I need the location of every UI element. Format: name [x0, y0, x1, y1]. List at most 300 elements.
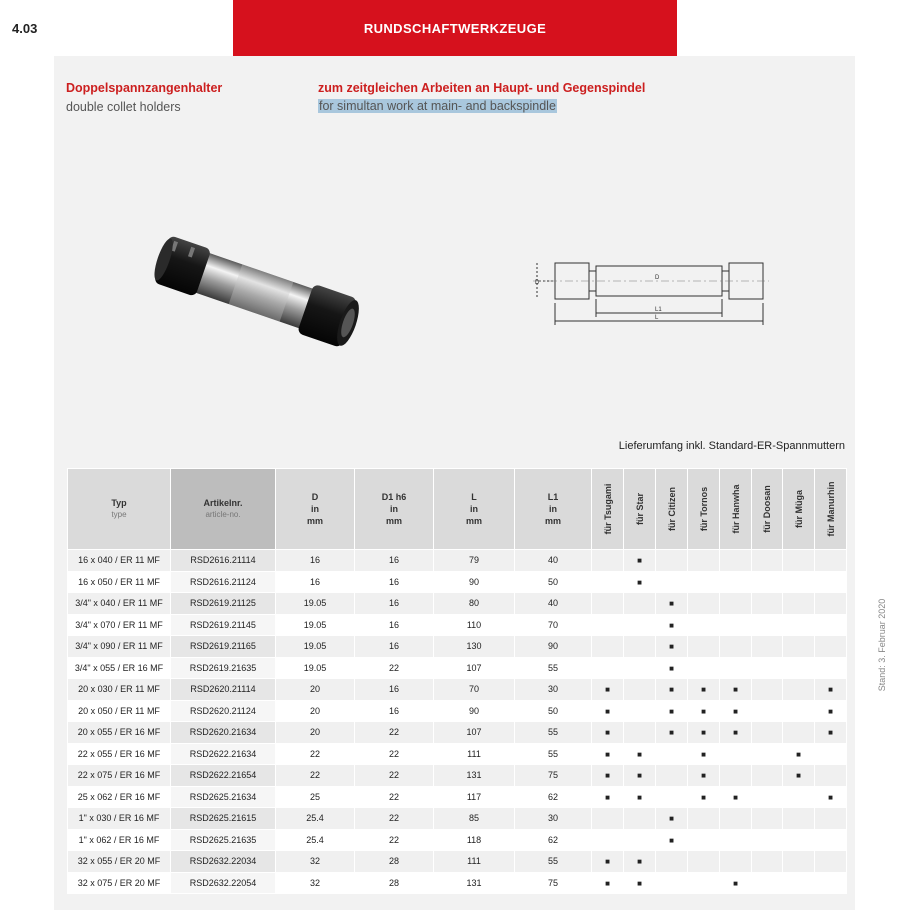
cell-d1: 22 — [355, 765, 434, 787]
cell-machine-compat — [752, 593, 783, 615]
cell-machine-compat — [624, 722, 656, 744]
cell-machine-compat — [720, 700, 752, 722]
col-star: für Star — [624, 469, 656, 550]
cell-machine-compat — [656, 722, 688, 744]
table-row — [68, 786, 847, 808]
cell-l1: 55 — [515, 743, 592, 765]
cell-article: RSD2625.21615 — [171, 808, 276, 830]
spec-table-body — [68, 550, 847, 894]
cell-article: RSD2619.21635 — [171, 657, 276, 679]
cell-d: 20 — [276, 679, 355, 701]
cell-machine-compat — [752, 786, 783, 808]
cell-l: 85 — [434, 808, 515, 830]
cell-machine-compat — [783, 679, 815, 701]
cell-machine-compat — [688, 636, 720, 658]
cell-machine-compat — [656, 571, 688, 593]
compat-mark-icon: ■ — [669, 728, 674, 738]
cell-l: 70 — [434, 679, 515, 701]
cell-type: 25 x 062 / ER 16 MF — [68, 786, 171, 808]
cell-machine-compat — [656, 657, 688, 679]
col-d: D in mm — [276, 469, 355, 550]
cell-machine-compat — [720, 657, 752, 679]
cell-type: 22 x 075 / ER 16 MF — [68, 765, 171, 787]
cell-machine-compat — [720, 571, 752, 593]
cell-machine-compat — [815, 722, 847, 744]
cell-d: 25 — [276, 786, 355, 808]
cell-machine-compat — [592, 808, 624, 830]
cell-article: RSD2622.21654 — [171, 765, 276, 787]
cell-machine-compat — [688, 571, 720, 593]
compat-mark-icon: ■ — [701, 706, 706, 716]
cell-type: 20 x 055 / ER 16 MF — [68, 722, 171, 744]
cell-machine-compat — [688, 679, 720, 701]
cell-article: RSD2632.22034 — [171, 851, 276, 873]
cell-article: RSD2620.21634 — [171, 722, 276, 744]
cell-machine-compat — [752, 808, 783, 830]
cell-type: 20 x 050 / ER 11 MF — [68, 700, 171, 722]
cell-machine-compat — [624, 808, 656, 830]
col-hanwha: für Hanwha — [720, 469, 752, 550]
compat-mark-icon: ■ — [669, 814, 674, 824]
cell-machine-compat — [688, 550, 720, 572]
cell-article: RSD2616.21124 — [171, 571, 276, 593]
table-row — [68, 808, 847, 830]
compat-mark-icon: ■ — [605, 792, 610, 802]
table-header-row — [68, 469, 847, 550]
compat-mark-icon: ■ — [605, 706, 610, 716]
col-tornos: für Tornos — [688, 469, 720, 550]
cell-machine-compat — [688, 786, 720, 808]
cell-d1: 16 — [355, 571, 434, 593]
compat-mark-icon: ■ — [733, 792, 738, 802]
cell-machine-compat — [815, 829, 847, 851]
cell-machine-compat — [783, 722, 815, 744]
cell-machine-compat — [720, 722, 752, 744]
cell-d1: 28 — [355, 872, 434, 894]
cell-machine-compat — [624, 593, 656, 615]
cell-machine-compat — [720, 550, 752, 572]
cell-machine-compat — [815, 872, 847, 894]
cell-l: 117 — [434, 786, 515, 808]
cell-machine-compat — [752, 851, 783, 873]
cell-d: 16 — [276, 550, 355, 572]
table-row — [68, 679, 847, 701]
cell-l1: 50 — [515, 571, 592, 593]
table-row — [68, 636, 847, 658]
cell-machine-compat — [592, 657, 624, 679]
cell-machine-compat — [592, 829, 624, 851]
cell-l1: 30 — [515, 808, 592, 830]
compat-mark-icon: ■ — [605, 749, 610, 759]
cell-machine-compat — [688, 829, 720, 851]
table-row — [68, 657, 847, 679]
cell-machine-compat — [720, 679, 752, 701]
cell-machine-compat — [720, 786, 752, 808]
cell-d: 19.05 — [276, 636, 355, 658]
cell-machine-compat — [752, 722, 783, 744]
table-row — [68, 571, 847, 593]
compat-mark-icon: ■ — [669, 663, 674, 673]
cell-l1: 30 — [515, 679, 592, 701]
cell-machine-compat — [752, 700, 783, 722]
compat-mark-icon: ■ — [637, 792, 642, 802]
cell-type: 3/4" x 055 / ER 16 MF — [68, 657, 171, 679]
cell-l1: 55 — [515, 851, 592, 873]
cell-machine-compat — [815, 571, 847, 593]
cell-machine-compat — [688, 614, 720, 636]
cell-machine-compat — [592, 851, 624, 873]
section-number: 4.03 — [12, 21, 38, 36]
col-doosan: für Doosan — [752, 469, 783, 550]
cell-machine-compat — [688, 808, 720, 830]
cell-l: 90 — [434, 700, 515, 722]
compat-mark-icon: ■ — [605, 685, 610, 695]
cell-machine-compat — [815, 808, 847, 830]
cell-machine-compat — [783, 829, 815, 851]
cell-machine-compat — [783, 657, 815, 679]
cell-machine-compat — [752, 550, 783, 572]
cell-d: 19.05 — [276, 614, 355, 636]
cell-d: 32 — [276, 851, 355, 873]
cell-machine-compat — [783, 765, 815, 787]
compat-mark-icon: ■ — [637, 857, 642, 867]
cell-machine-compat — [688, 765, 720, 787]
section-header — [233, 0, 677, 56]
cell-article: RSD2632.22054 — [171, 872, 276, 894]
table-row — [68, 872, 847, 894]
cell-d1: 22 — [355, 808, 434, 830]
cell-type: 16 x 050 / ER 11 MF — [68, 571, 171, 593]
cell-article: RSD2620.21114 — [171, 679, 276, 701]
table-row — [68, 765, 847, 787]
compat-mark-icon: ■ — [701, 792, 706, 802]
cell-d1: 16 — [355, 550, 434, 572]
cell-machine-compat — [656, 593, 688, 615]
cell-machine-compat — [783, 593, 815, 615]
cell-machine-compat — [656, 743, 688, 765]
compat-mark-icon: ■ — [637, 556, 642, 566]
table-row — [68, 722, 847, 744]
cell-machine-compat — [783, 786, 815, 808]
cell-machine-compat — [783, 743, 815, 765]
drawing-label-l1: L1 — [655, 307, 662, 313]
compat-mark-icon: ■ — [828, 706, 833, 716]
cell-d: 25.4 — [276, 808, 355, 830]
cell-machine-compat — [783, 808, 815, 830]
cell-d1: 16 — [355, 636, 434, 658]
compat-mark-icon: ■ — [605, 771, 610, 781]
compat-mark-icon: ■ — [733, 685, 738, 695]
cell-machine-compat — [592, 872, 624, 894]
cell-d1: 22 — [355, 829, 434, 851]
cell-d1: 22 — [355, 722, 434, 744]
cell-l: 130 — [434, 636, 515, 658]
cell-machine-compat — [688, 593, 720, 615]
compat-mark-icon: ■ — [637, 577, 642, 587]
cell-l: 131 — [434, 872, 515, 894]
cell-machine-compat — [720, 829, 752, 851]
product-title-de: Doppelspannzangenhalter — [66, 81, 223, 95]
compat-mark-icon: ■ — [605, 728, 610, 738]
col-article: Artikelnr. article-no. — [171, 469, 276, 550]
cell-machine-compat — [815, 679, 847, 701]
product-title-en: double collet holders — [66, 100, 181, 114]
cell-machine-compat — [624, 679, 656, 701]
cell-machine-compat — [592, 700, 624, 722]
table-row — [68, 829, 847, 851]
cell-d1: 22 — [355, 657, 434, 679]
drawing-label-l: L — [655, 315, 659, 321]
cell-machine-compat — [815, 550, 847, 572]
date-stamp — [872, 595, 892, 695]
cell-l: 131 — [434, 765, 515, 787]
table-row — [68, 743, 847, 765]
compat-mark-icon: ■ — [669, 685, 674, 695]
compat-mark-icon: ■ — [701, 771, 706, 781]
cell-article: RSD2619.21125 — [171, 593, 276, 615]
cell-machine-compat — [592, 722, 624, 744]
table-row — [68, 851, 847, 873]
cell-type: 32 x 055 / ER 20 MF — [68, 851, 171, 873]
cell-machine-compat — [592, 765, 624, 787]
cell-machine-compat — [624, 872, 656, 894]
cell-machine-compat — [624, 743, 656, 765]
cell-machine-compat — [688, 657, 720, 679]
cell-machine-compat — [752, 743, 783, 765]
compat-mark-icon: ■ — [733, 728, 738, 738]
cell-d1: 16 — [355, 593, 434, 615]
table-row — [68, 550, 847, 572]
cell-l1: 90 — [515, 636, 592, 658]
cell-machine-compat — [815, 765, 847, 787]
cell-d: 19.05 — [276, 657, 355, 679]
compat-mark-icon: ■ — [637, 878, 642, 888]
cell-l: 111 — [434, 851, 515, 873]
cell-machine-compat — [592, 743, 624, 765]
cell-machine-compat — [783, 550, 815, 572]
cell-machine-compat — [815, 743, 847, 765]
cell-machine-compat — [656, 614, 688, 636]
cell-machine-compat — [656, 829, 688, 851]
cell-machine-compat — [688, 872, 720, 894]
cell-machine-compat — [815, 851, 847, 873]
cell-machine-compat — [592, 571, 624, 593]
compat-mark-icon: ■ — [733, 878, 738, 888]
table-row — [68, 700, 847, 722]
compat-mark-icon: ■ — [605, 878, 610, 888]
cell-machine-compat — [752, 614, 783, 636]
cell-machine-compat — [815, 657, 847, 679]
cell-machine-compat — [624, 765, 656, 787]
cell-machine-compat — [815, 786, 847, 808]
cell-l1: 40 — [515, 593, 592, 615]
cell-l: 111 — [434, 743, 515, 765]
cell-machine-compat — [720, 851, 752, 873]
cell-machine-compat — [656, 872, 688, 894]
cell-article: RSD2625.21634 — [171, 786, 276, 808]
product-description-en: for simultan work at main- and backspindle — [319, 99, 556, 113]
compat-mark-icon: ■ — [669, 835, 674, 845]
cell-machine-compat — [720, 593, 752, 615]
compat-mark-icon: ■ — [828, 685, 833, 695]
compat-mark-icon: ■ — [669, 620, 674, 630]
cell-machine-compat — [783, 872, 815, 894]
cell-machine-compat — [624, 571, 656, 593]
table-row — [68, 614, 847, 636]
cell-machine-compat — [688, 851, 720, 873]
cell-l: 118 — [434, 829, 515, 851]
cell-l: 80 — [434, 593, 515, 615]
cell-type: 1" x 030 / ER 16 MF — [68, 808, 171, 830]
cell-article: RSD2622.21634 — [171, 743, 276, 765]
cell-article: RSD2616.21114 — [171, 550, 276, 572]
compat-mark-icon: ■ — [637, 749, 642, 759]
cell-machine-compat — [815, 593, 847, 615]
compat-mark-icon: ■ — [828, 728, 833, 738]
col-d1: D1 h6 in mm — [355, 469, 434, 550]
cell-l1: 75 — [515, 765, 592, 787]
cell-type: 3/4" x 090 / ER 11 MF — [68, 636, 171, 658]
cell-type: 32 x 075 / ER 20 MF — [68, 872, 171, 894]
cell-article: RSD2619.21145 — [171, 614, 276, 636]
cell-machine-compat — [656, 851, 688, 873]
compat-mark-icon: ■ — [796, 749, 801, 759]
compat-mark-icon: ■ — [733, 706, 738, 716]
cell-machine-compat — [783, 571, 815, 593]
cell-d: 20 — [276, 722, 355, 744]
cell-l: 107 — [434, 657, 515, 679]
cell-machine-compat — [720, 872, 752, 894]
compat-mark-icon: ■ — [796, 771, 801, 781]
cell-l1: 62 — [515, 829, 592, 851]
cell-machine-compat — [592, 614, 624, 636]
cell-machine-compat — [752, 765, 783, 787]
cell-machine-compat — [624, 657, 656, 679]
cell-l: 107 — [434, 722, 515, 744]
cell-d1: 16 — [355, 679, 434, 701]
cell-machine-compat — [783, 614, 815, 636]
cell-l: 110 — [434, 614, 515, 636]
cell-machine-compat — [720, 636, 752, 658]
cell-machine-compat — [656, 636, 688, 658]
compat-mark-icon: ■ — [828, 792, 833, 802]
col-l: L in mm — [434, 469, 515, 550]
cell-machine-compat — [592, 593, 624, 615]
cell-machine-compat — [752, 636, 783, 658]
cell-d1: 22 — [355, 786, 434, 808]
cell-machine-compat — [656, 786, 688, 808]
cell-l1: 62 — [515, 786, 592, 808]
compat-mark-icon: ■ — [701, 749, 706, 759]
cell-machine-compat — [624, 550, 656, 572]
cell-type: 3/4" x 040 / ER 11 MF — [68, 593, 171, 615]
cell-article: RSD2625.21635 — [171, 829, 276, 851]
compat-mark-icon: ■ — [669, 706, 674, 716]
cell-l1: 40 — [515, 550, 592, 572]
compat-mark-icon: ■ — [637, 771, 642, 781]
cell-machine-compat — [752, 829, 783, 851]
cell-machine-compat — [783, 851, 815, 873]
cell-machine-compat — [592, 786, 624, 808]
cell-machine-compat — [720, 614, 752, 636]
col-l1: L1 in mm — [515, 469, 592, 550]
cell-d1: 16 — [355, 614, 434, 636]
cell-type: 22 x 055 / ER 16 MF — [68, 743, 171, 765]
cell-machine-compat — [688, 743, 720, 765]
cell-machine-compat — [783, 700, 815, 722]
spec-table — [67, 468, 847, 894]
cell-l: 90 — [434, 571, 515, 593]
cell-d: 22 — [276, 765, 355, 787]
product-description-de: zum zeitgleichen Arbeiten an Haupt- und Gegenspindel — [318, 81, 646, 95]
cell-machine-compat — [720, 743, 752, 765]
cell-type: 16 x 040 / ER 11 MF — [68, 550, 171, 572]
product-photo — [150, 225, 360, 360]
delivery-scope-note: Lieferumfang inkl. Standard-ER-Spannmuttern — [618, 440, 845, 452]
date-stamp-text: Stand: 3. Februar 2020 — [877, 598, 887, 692]
cell-machine-compat — [752, 657, 783, 679]
cell-l1: 55 — [515, 722, 592, 744]
cell-machine-compat — [752, 679, 783, 701]
cell-machine-compat — [656, 700, 688, 722]
col-tsugami: für Tsugami — [592, 469, 624, 550]
cell-machine-compat — [656, 765, 688, 787]
col-type: Typ type — [68, 469, 171, 550]
compat-mark-icon: ■ — [605, 857, 610, 867]
cell-type: 3/4" x 070 / ER 11 MF — [68, 614, 171, 636]
cell-machine-compat — [624, 829, 656, 851]
cell-machine-compat — [752, 872, 783, 894]
cell-machine-compat — [720, 765, 752, 787]
cell-machine-compat — [688, 700, 720, 722]
cell-machine-compat — [592, 636, 624, 658]
cell-machine-compat — [720, 808, 752, 830]
col-citizen: für Citizen — [656, 469, 688, 550]
cell-d: 19.05 — [276, 593, 355, 615]
cell-l: 79 — [434, 550, 515, 572]
table-row — [68, 593, 847, 615]
cell-d1: 22 — [355, 743, 434, 765]
cell-machine-compat — [592, 550, 624, 572]
cell-d: 16 — [276, 571, 355, 593]
cell-machine-compat — [752, 571, 783, 593]
cell-machine-compat — [688, 722, 720, 744]
cell-machine-compat — [624, 786, 656, 808]
cell-machine-compat — [815, 700, 847, 722]
cell-machine-compat — [656, 679, 688, 701]
cell-machine-compat — [783, 636, 815, 658]
cell-d: 22 — [276, 743, 355, 765]
cell-d: 32 — [276, 872, 355, 894]
cell-machine-compat — [656, 808, 688, 830]
cell-machine-compat — [592, 679, 624, 701]
cell-l1: 75 — [515, 872, 592, 894]
cell-type: 20 x 030 / ER 11 MF — [68, 679, 171, 701]
section-title: RUNDSCHAFTWERKZEUGE — [363, 20, 547, 36]
compat-mark-icon: ■ — [669, 642, 674, 652]
technical-drawing — [525, 255, 775, 335]
cell-machine-compat — [624, 614, 656, 636]
compat-mark-icon: ■ — [701, 685, 706, 695]
cell-d: 25.4 — [276, 829, 355, 851]
cell-article: RSD2619.21165 — [171, 636, 276, 658]
cell-machine-compat — [624, 636, 656, 658]
cell-d1: 28 — [355, 851, 434, 873]
cell-type: 1" x 062 / ER 16 MF — [68, 829, 171, 851]
cell-d: 20 — [276, 700, 355, 722]
cell-l1: 55 — [515, 657, 592, 679]
col-manurhin: für Manurhin — [815, 469, 847, 550]
